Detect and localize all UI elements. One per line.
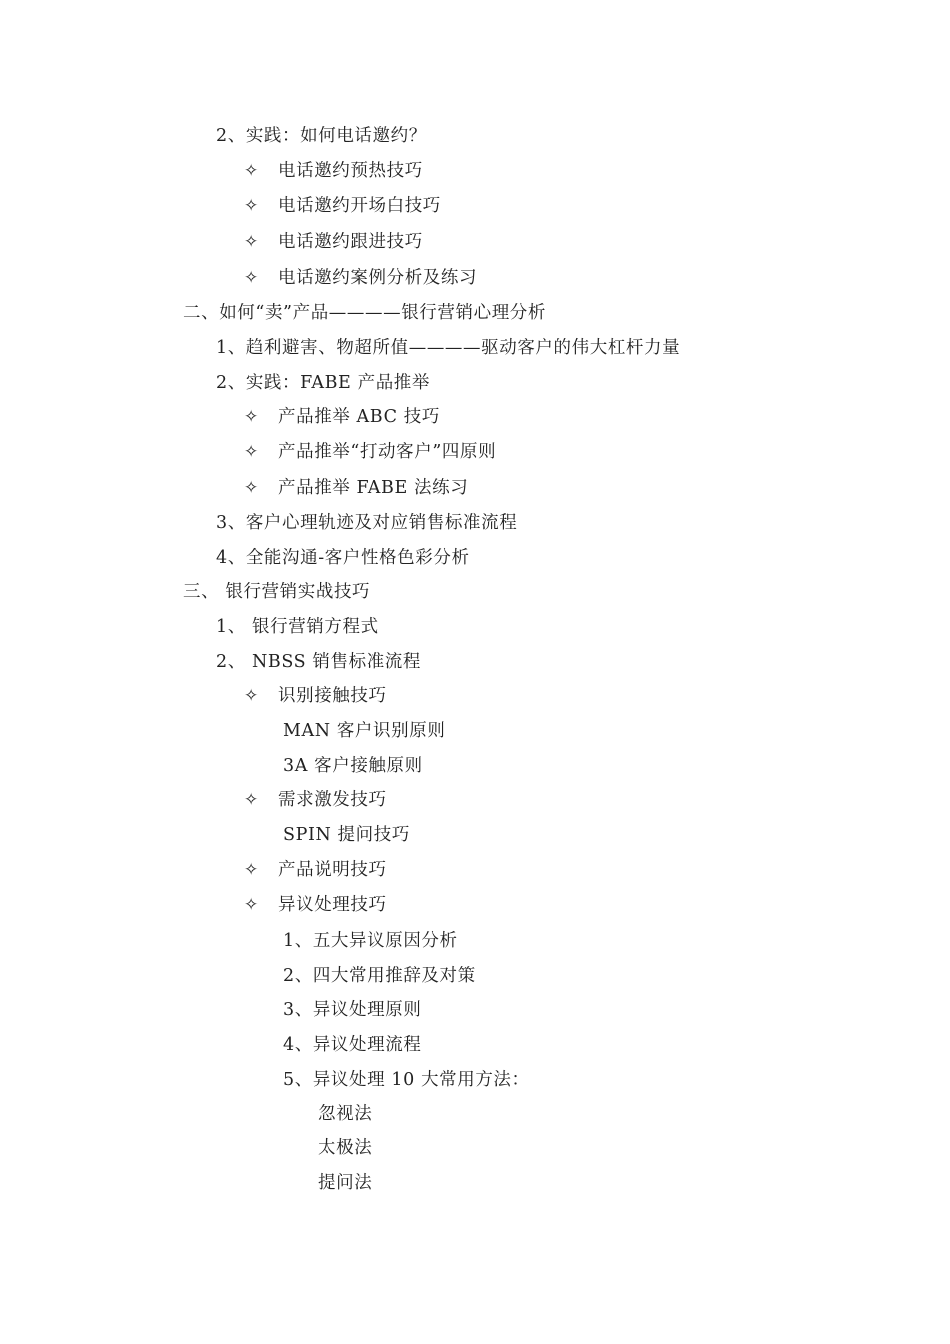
- line-text: 1、 银行营销方程式: [216, 617, 379, 637]
- bullet-item: [244, 893, 387, 917]
- diamond-bullet-icon: ✧: [244, 161, 259, 181]
- bullet-item: [244, 684, 387, 708]
- bullet-item: [244, 230, 423, 254]
- text-line: [283, 754, 423, 778]
- bullet-item: [244, 266, 477, 290]
- bullet-item: [244, 440, 496, 464]
- line-text: 电话邀约开场白技巧: [278, 196, 441, 216]
- bullet-item: [244, 194, 441, 218]
- diamond-bullet-icon: ✧: [244, 860, 259, 880]
- line-text: 5、异议处理 10 大常用方法：: [283, 1070, 530, 1090]
- bullet-item: [244, 476, 468, 500]
- diamond-bullet-icon: ✧: [244, 478, 259, 498]
- line-text: 太极法: [318, 1138, 373, 1158]
- bullet-item: [244, 405, 440, 429]
- text-line: [283, 998, 421, 1022]
- line-text: 三、 银行营销实战技巧: [183, 582, 371, 602]
- line-text: 电话邀约案例分析及练习: [278, 268, 478, 288]
- text-line: [283, 964, 476, 988]
- bullet-item: [244, 788, 387, 812]
- line-text: 2、 NBSS 销售标准流程: [216, 652, 422, 672]
- diamond-bullet-icon: ✧: [244, 686, 259, 706]
- line-text: SPIN 提问技巧: [283, 825, 410, 845]
- text-line: [216, 124, 427, 148]
- line-text: 3、异议处理原则: [283, 1000, 422, 1020]
- line-text: 2、实践：如何电话邀约？: [216, 126, 427, 146]
- line-text: 4、全能沟通-客户性格色彩分析: [216, 548, 470, 568]
- line-text: 电话邀约跟进技巧: [278, 232, 423, 252]
- line-text: 4、异议处理流程: [283, 1035, 422, 1055]
- line-text: 2、四大常用推辞及对策: [283, 966, 476, 986]
- diamond-bullet-icon: ✧: [244, 268, 259, 288]
- line-text: 3A 客户接触原则: [283, 756, 423, 776]
- text-line: [283, 823, 410, 847]
- text-line: [183, 580, 370, 604]
- line-text: 二、如何“卖”产品————银行营销心理分析: [183, 303, 546, 323]
- line-text: 产品推举 ABC 技巧: [278, 407, 440, 427]
- line-text: 3、客户心理轨迹及对应销售标准流程: [216, 513, 518, 533]
- text-line: [216, 371, 430, 395]
- line-text: 提问法: [318, 1173, 373, 1193]
- text-line: [216, 546, 470, 570]
- line-text: 2、实践：FABE 产品推举: [216, 373, 430, 393]
- diamond-bullet-icon: ✧: [244, 895, 259, 915]
- line-text: 1、五大异议原因分析: [283, 931, 458, 951]
- text-line: [183, 301, 546, 325]
- text-line: [318, 1102, 372, 1126]
- text-line: [283, 1033, 421, 1057]
- line-text: 产品说明技巧: [278, 860, 387, 880]
- bullet-item: [244, 159, 423, 183]
- diamond-bullet-icon: ✧: [244, 196, 259, 216]
- text-line: [216, 650, 421, 674]
- diamond-bullet-icon: ✧: [244, 442, 259, 462]
- diamond-bullet-icon: ✧: [244, 790, 259, 810]
- text-line: [318, 1136, 372, 1160]
- line-text: 产品推举“打动客户”四原则: [278, 442, 497, 462]
- line-text: 产品推举 FABE 法练习: [278, 478, 469, 498]
- text-line: [216, 615, 379, 639]
- line-text: 识别接触技巧: [278, 686, 387, 706]
- line-text: MAN 客户识别原则: [283, 721, 446, 741]
- line-text: 电话邀约预热技巧: [278, 161, 423, 181]
- line-text: 异议处理技巧: [278, 895, 387, 915]
- text-line: [216, 511, 517, 535]
- diamond-bullet-icon: ✧: [244, 407, 259, 427]
- diamond-bullet-icon: ✧: [244, 232, 259, 252]
- text-line: [283, 929, 458, 953]
- line-text: 1、趋利避害、物超所值————驱动客户的伟大杠杆力量: [216, 338, 681, 358]
- text-line: [283, 719, 445, 743]
- line-text: 需求激发技巧: [278, 790, 387, 810]
- text-line: [216, 336, 680, 360]
- bullet-item: [244, 858, 387, 882]
- text-line: [318, 1171, 372, 1195]
- text-line: [283, 1068, 530, 1092]
- line-text: 忽视法: [318, 1104, 373, 1124]
